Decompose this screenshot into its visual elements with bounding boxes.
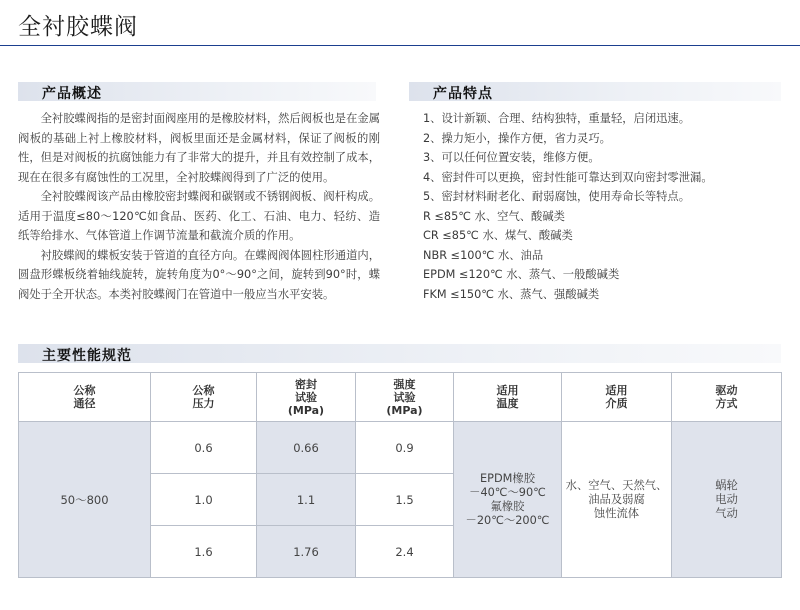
cell-strength-test: 0.9 <box>356 422 454 474</box>
cell-seal-test: 1.1 <box>257 474 356 526</box>
page-title: 全衬胶蝶阀 <box>18 14 138 40</box>
header-drive: 驱动 方式 <box>672 373 782 422</box>
specs-heading-bar <box>18 344 781 363</box>
table-row <box>19 422 782 474</box>
feature-item: CR ≤85℃ 水、煤气、酸碱类 <box>423 229 573 242</box>
overview-paragraph: 全衬胶蝶阀指的是密封面阀座用的是橡胶材料，然后阀板也是在金属阀板的基础上衬上橡胶材料，阀板里面还是金属材料，保证了阀板的刚性，但是对阀板的抗腐蚀能力有了非常大的提升，并且有效控制了成本，现在在很多有腐蚀性的工况里，全衬胶蝶阀得到了广泛的使用。 <box>18 112 380 184</box>
feature-item: NBR ≤100℃ 水、油品 <box>423 248 544 262</box>
header-seal-test: 密封 试验 (MPa) <box>257 373 356 422</box>
header-strength-test: 强度 试验 (MPa) <box>356 373 454 422</box>
overview-paragraph: 全衬胶蝶阀该产品由橡胶密封蝶阀和碳钢或不锈钢阀板、阀杆构成。适用于温度≤80～120℃如食品、医药、化工、石油、电力、轻纺、造纸等给排水、气体管道上作调节流量和截流介质的作用。 <box>18 190 380 242</box>
feature-item: R ≤85℃ 水、空气、酸碱类 <box>423 209 565 223</box>
cell-temperature: EPDM橡胶 －40℃～90℃ 氟橡胶 －20℃～200℃ <box>454 422 562 578</box>
feature-item: 5、密封材料耐老化、耐弱腐蚀，使用寿命长等特点。 <box>423 190 691 203</box>
overview-heading-bar <box>18 82 376 101</box>
feature-item: 1、设计新颖、合理、结构独特，重量轻，启闭迅速。 <box>423 112 691 125</box>
cell-medium: 水、空气、天然气、 油品及弱腐 蚀性流体 <box>562 422 672 578</box>
cell-pressure: 1.0 <box>151 474 257 526</box>
cell-drive: 蜗轮 电动 气动 <box>672 422 782 578</box>
feature-item: EPDM ≤120℃ 水、蒸气、一般酸碱类 <box>423 268 620 281</box>
header-temperature: 适用 温度 <box>454 373 562 422</box>
feature-item: FKM ≤150℃ 水、蒸气、强酸碱类 <box>423 287 600 301</box>
overview-body <box>18 109 380 304</box>
header-nominal-pressure: 公称 压力 <box>151 373 257 422</box>
cell-pressure: 1.6 <box>151 526 257 578</box>
header-medium: 适用 介质 <box>562 373 672 422</box>
features-heading-bar <box>409 82 781 101</box>
table-header-row <box>19 373 782 422</box>
cell-strength-test: 1.5 <box>356 474 454 526</box>
cell-pressure: 0.6 <box>151 422 257 474</box>
feature-item: 4、密封件可以更换，密封性能可靠达到双向密封零泄漏。 <box>423 170 713 184</box>
feature-item: 3、可以任何位置安装，维修方便。 <box>423 151 600 164</box>
cell-strength-test: 2.4 <box>356 526 454 578</box>
cell-nominal-diameter: 50～800 <box>19 422 151 578</box>
feature-item: 2、操力矩小，操作方便，省力灵巧。 <box>423 131 611 145</box>
features-list <box>423 109 793 304</box>
specs-heading: 主要性能规范 <box>42 348 132 364</box>
header-nominal-diameter: 公称 通径 <box>19 373 151 422</box>
title-divider <box>0 45 800 46</box>
specs-table <box>18 372 782 578</box>
overview-heading: 产品概述 <box>42 86 102 102</box>
cell-seal-test: 0.66 <box>257 422 356 474</box>
overview-paragraph: 衬胶蝶阀的蝶板安装于管道的直径方向。在蝶阀阀体圆柱形通道内，圆盘形蝶板绕着轴线旋转，旋转角度为0°～90°之间，旋转到90°时，蝶阀处于全开状态。本类衬胶蝶阀门在管道中一般应当水平安装。 <box>18 248 380 301</box>
cell-seal-test: 1.76 <box>257 526 356 578</box>
features-heading: 产品特点 <box>433 86 493 102</box>
